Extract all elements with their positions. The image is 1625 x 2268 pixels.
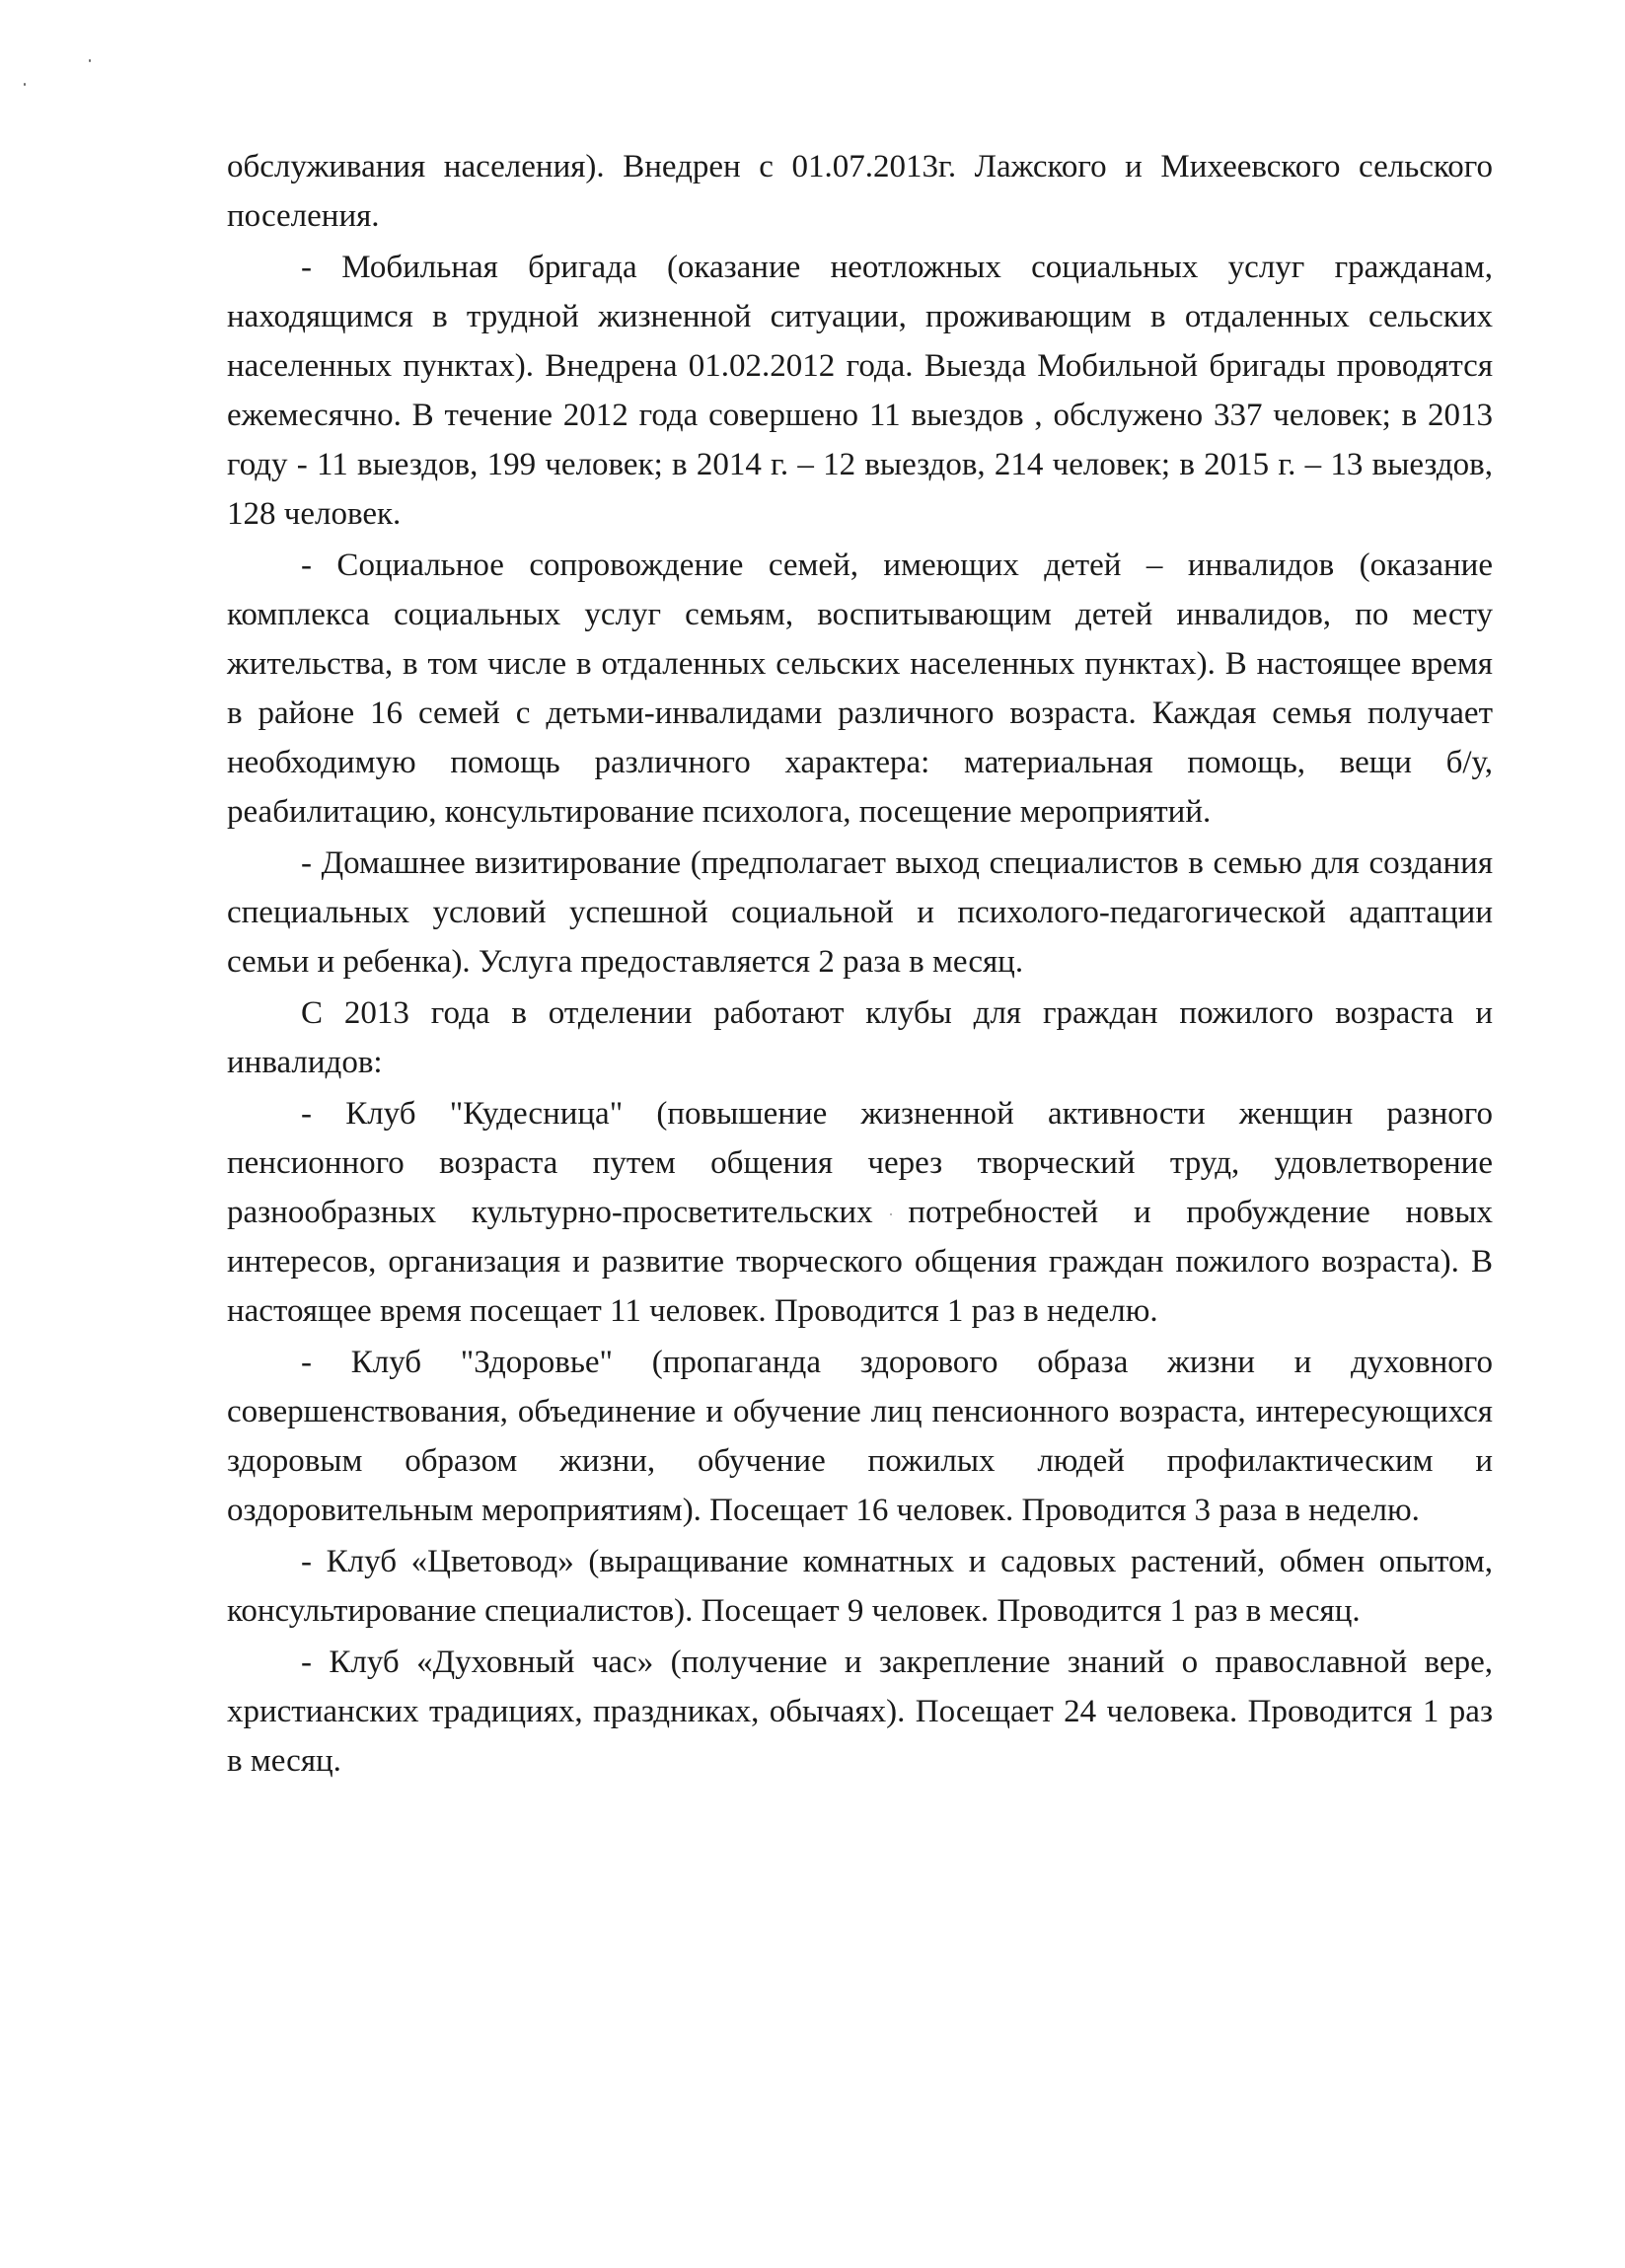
paragraph-mobile-brigade: - Мобильная бригада (оказание неотложных социальных услуг гражданам, находящимся в трудной жизненной ситуации, проживающим в отдаленных сельских населенных пунктах). Внедрена 01.02.2012 года. Выезда Мобильной бригады проводятся ежемесячно. В течение 2012 года совершено 11 выездов , обслужено 337 человек; в 2013 году - 11 выездов, 199 человек; в 2014 г. – 12 выездов, 214 человек; в 2015 г. – 13 выездов, 128 человек.: [227, 250, 1493, 532]
scan-speck: [24, 83, 26, 86]
paragraph-club-kudesnitsa: - Клуб "Кудесница" (повышение жизненной активности женщин разного пенсионного возраста путем общения через творческий труд, удовлетворение разнообразных культурно-просветительских потребностей и пробуждение новых интересов, организация и развитие творческого общения граждан пожилого возраста). В настоящее время посещает 11 человек. Проводится 1 раз в неделю.: [227, 1096, 1493, 1329]
paragraph-club-dukhovny-chas: - Клуб «Духовный час» (получение и закрепление знаний о православной вере, христианских традициях, праздниках, обычаях). Посещает 24 человека. Проводится 1 раз в месяц.: [227, 1645, 1493, 1779]
document-body: [227, 142, 1493, 1786]
paragraph-social-support: - Социальное сопровождение семей, имеющих детей – инвалидов (оказание комплекса социальных услуг семьям, воспитывающим детей инвалидов, по месту жительства, в том числе в отдаленных сельских населенных пунктах). В настоящее время в районе 16 семей с детьми-инвалидами различного возраста. Каждая семья получает необходимую помощь различного характера: материальная помощь, вещи б/у, реабилитацию, консультирование психолога, посещение мероприятий.: [227, 548, 1493, 830]
paragraph-service-intro: обслуживания населения). Внедрен с 01.07.2013г. Лажского и Михеевского сельского поселения.: [227, 149, 1493, 234]
scan-speck: [89, 59, 91, 62]
paragraph-clubs-intro: С 2013 года в отделении работают клубы для граждан пожилого возраста и инвалидов:: [227, 995, 1493, 1080]
paragraph-home-visits: - Домашнее визитирование (предполагает выход специалистов в семью для создания специальных условий успешной социальной и психолого-педагогической адаптации семьи и ребенка). Услуга предоставляется 2 раза в месяц.: [227, 845, 1493, 980]
paragraph-club-tsvetovod: - Клуб «Цветовод» (выращивание комнатных и садовых растений, обмен опытом, консультирование специалистов). Посещает 9 человек. Проводится 1 раз в месяц.: [227, 1544, 1493, 1629]
paragraph-club-zdorovye: - Клуб "Здоровье" (пропаганда здорового образа жизни и духовного совершенствования, объединение и обучение лиц пенсионного возраста, интересующихся здоровым образом жизни, обучение пожилых людей профилактическим и оздоровительным мероприятиям). Посещает 16 человек. Проводится 3 раза в неделю.: [227, 1345, 1493, 1528]
